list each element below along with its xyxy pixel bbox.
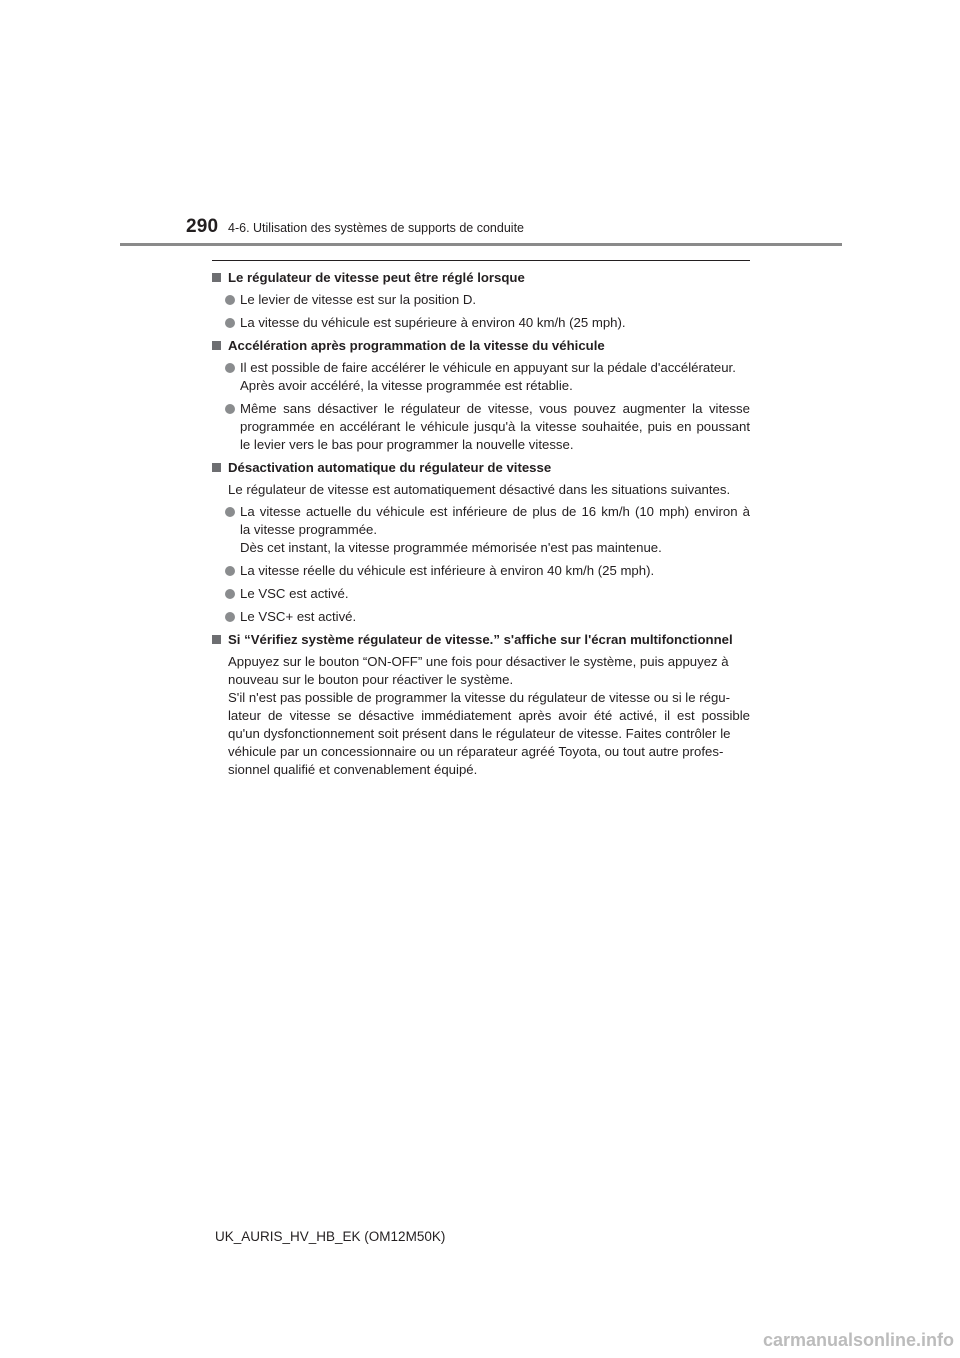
section-warning-message [212, 631, 750, 779]
circle-bullet-icon [225, 404, 235, 414]
section-body [212, 653, 750, 779]
header-rule [120, 243, 842, 246]
body-line: qu'un dysfonctionnement soit présent dans le régulateur de vitesse. Faites contrôler le [228, 726, 731, 741]
bullet-line: La vitesse réelle du véhicule est inférieure à environ 40 km/h (25 mph). [240, 563, 655, 578]
bullet-item [212, 291, 750, 309]
section-auto-cancel [212, 459, 750, 626]
square-bullet-icon [212, 463, 221, 472]
bullet-line: Même sans désactiver le régulateur de vitesse, vous pouvez augmenter la vitesse [240, 401, 750, 416]
bullet-line: programmée en accélérant le véhicule jusqu'à la vitesse souhaitée, puis en poussant [240, 419, 750, 434]
bullet-line: La vitesse actuelle du véhicule est inférieure de plus de 16 km/h (10 mph) environ à [240, 504, 750, 519]
section-settable-conditions [212, 269, 750, 332]
bullet-item [212, 585, 750, 603]
bullet-line: Après avoir accéléré, la vitesse programmée est rétablie. [240, 378, 573, 393]
bullet-line: Le VSC+ est activé. [240, 609, 357, 624]
body-line: S'il n'est pas possible de programmer la vitesse du régulateur de vitesse ou si le régu- [228, 690, 731, 705]
bullet-item [212, 608, 750, 626]
bullet-line: Il est possible de faire accélérer le véhicule en appuyant sur la pédale d'accélérateur. [240, 360, 736, 375]
bullet-item [212, 503, 750, 557]
model-code: UK_AURIS_HV_HB_EK (OM12M50K) [215, 1229, 446, 1244]
circle-bullet-icon [225, 318, 235, 328]
square-bullet-icon [212, 273, 221, 282]
square-bullet-icon [212, 635, 221, 644]
bullet-item [212, 562, 750, 580]
bullet-line: Le levier de vitesse est sur la position D. [240, 292, 477, 307]
section-heading: Le régulateur de vitesse peut être réglé lorsque [212, 269, 750, 287]
square-bullet-icon [212, 341, 221, 350]
section-heading: Accélération après programmation de la vitesse du véhicule [212, 337, 750, 355]
circle-bullet-icon [225, 363, 235, 373]
body-line: lateur de vitesse se désactive immédiatement après avoir été activé, il est possible [228, 708, 750, 723]
body-line: sionnel qualifié et convenablement équipé. [228, 762, 478, 777]
section-intro: Le régulateur de vitesse est automatiquement désactivé dans les situations suivantes. [228, 482, 731, 497]
body-line: véhicule par un concessionnaire ou un réparateur agréé Toyota, ou tout autre profes- [228, 744, 724, 759]
chapter-title: 4-6. Utilisation des systèmes de supports de conduite [228, 221, 524, 235]
bullet-line: Le VSC est activé. [240, 586, 349, 601]
watermark[interactable]: carmanualsonline.info [762, 1330, 954, 1350]
bullet-item [212, 359, 750, 395]
circle-bullet-icon [225, 612, 235, 622]
circle-bullet-icon [225, 295, 235, 305]
page-number: 290 [186, 216, 219, 237]
circle-bullet-icon [225, 589, 235, 599]
bullet-line: la vitesse programmée. [240, 522, 378, 537]
bullet-line: La vitesse du véhicule est supérieure à environ 40 km/h (25 mph). [240, 315, 626, 330]
bullet-line: le levier vers le bas pour programmer la nouvelle vitesse. [240, 437, 574, 452]
section-heading: Si “Vérifiez système régulateur de vitesse.” s'affiche sur l'écran multifonctionnel [212, 631, 750, 649]
manual-content [212, 269, 750, 784]
bullet-item [212, 314, 750, 332]
section-acceleration [212, 337, 750, 454]
circle-bullet-icon [225, 507, 235, 517]
section-rule [212, 260, 750, 261]
body-line: Appuyez sur le bouton “ON-OFF” une fois pour désactiver le système, puis appuyez à [228, 654, 729, 669]
body-line: nouveau sur le bouton pour réactiver le système. [228, 672, 514, 687]
circle-bullet-icon [225, 566, 235, 576]
bullet-line: Dès cet instant, la vitesse programmée mémorisée n'est pas maintenue. [240, 540, 662, 555]
bullet-item [212, 400, 750, 454]
section-heading: Désactivation automatique du régulateur de vitesse [212, 459, 750, 477]
